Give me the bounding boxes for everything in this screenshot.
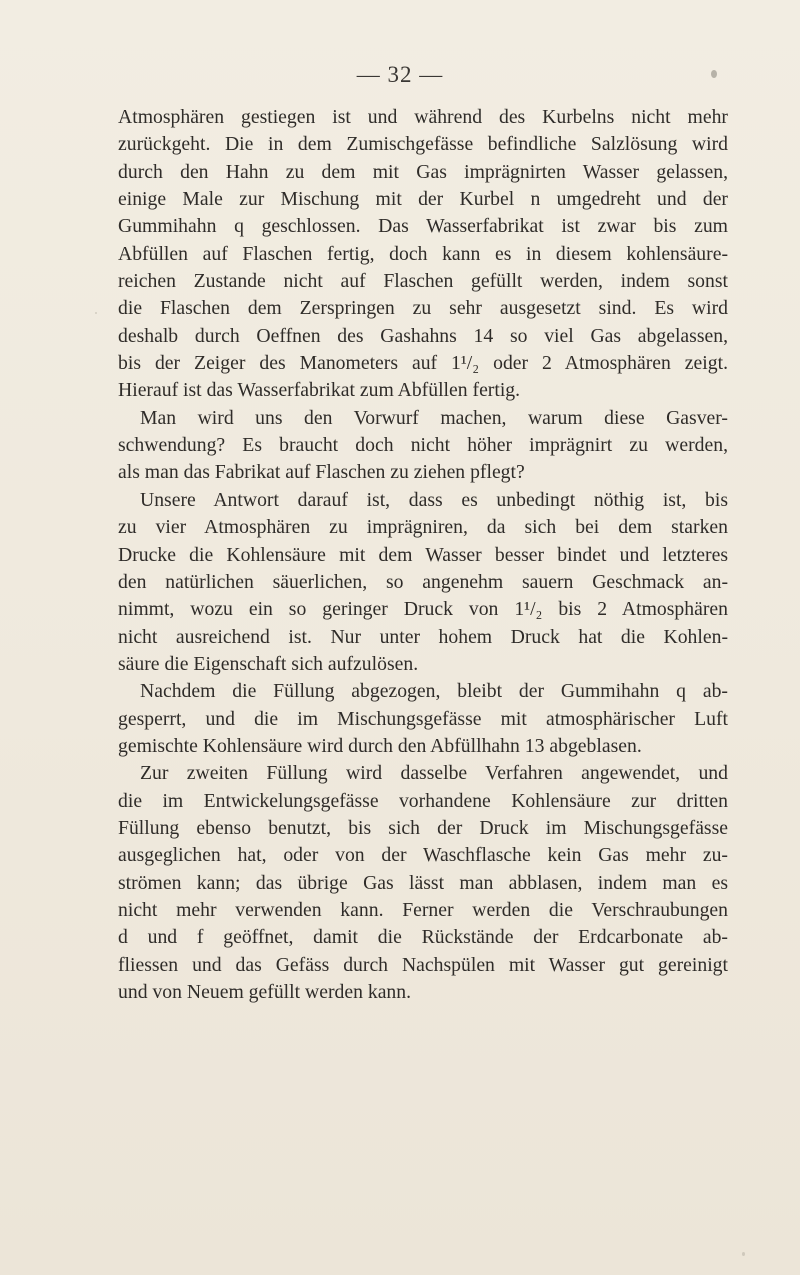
text-line: Gummihahn q geschlossen. Das Wasserfabrikat ist zwar bis zum [118,215,728,238]
text-line: d und f geöffnet, damit die Rückstände der Erdcarbonate ab- [118,926,728,949]
text-line: bis der Zeiger des Manometers auf 1¹/₂ oder 2 Atmosphären zeigt. [118,352,728,375]
text-line: Atmosphären gestiegen ist und während des Kurbelns nicht mehr [118,106,728,128]
paragraph [118,760,728,1006]
text-line: einige Male zur Mischung mit der Kurbel n umgedreht und der [118,188,728,211]
text-line: durch den Hahn zu dem mit Gas imprägnirten Wasser gelassen, [118,160,728,183]
text-line: Füllung ebenso benutzt, bis sich der Druck im Mischungsgefässe [118,816,728,839]
body-text [118,104,728,1006]
text-line: die Flaschen dem Zerspringen zu sehr ausgesetzt sind. Es wird [118,297,728,320]
paper-speck [742,1252,745,1256]
text-line: nicht mehr verwenden kann. Ferner werden die Verschraubungen [118,898,728,921]
text-line: Drucke die Kohlensäure mit dem Wasser besser bindet und letzteres [118,543,728,566]
paragraph [118,104,728,405]
text-line: säure die Eigenschaft sich aufzulösen. [118,652,419,675]
text-line: Abfüllen auf Flaschen fertig, doch kann es in diesem kohlensäure- [118,242,728,265]
text-line: Zur zweiten Füllung wird dasselbe Verfahren angewendet, und [140,762,728,785]
paper-speck [95,312,97,314]
text-line: den natürlichen säuerlichen, so angenehm sauern Geschmack an- [118,570,728,593]
text-line: nimmt, wozu ein so geringer Druck von 1¹/₂ bis 2 Atmosphären [118,598,728,621]
text-line: schwendung? Es braucht doch nicht höher imprägnirt zu werden, [118,434,728,457]
text-line: als man das Fabrikat auf Flaschen zu ziehen pflegt? [118,461,525,484]
ink-dot [711,70,717,78]
paragraph [118,678,728,760]
text-line: zurückgeht. Die in dem Zumischgefässe befindliche Salzlösung wird [118,133,728,156]
text-line: zu vier Atmosphären zu imprägniren, da sich bei dem starken [118,516,728,539]
text-line: reichen Zustande nicht auf Flaschen gefüllt werden, indem sonst [118,270,728,293]
paragraph [118,405,728,487]
text-line: und von Neuem gefüllt werden kann. [118,981,412,1003]
text-line: strömen kann; das übrige Gas lässt man abblasen, indem man es [118,871,728,894]
text-line: Hierauf ist das Wasserfabrikat zum Abfüllen fertig. [118,379,521,402]
text-line: nicht ausreichend ist. Nur unter hohem Druck hat die Kohlen- [118,625,728,648]
text-line: die im Entwickelungsgefässe vorhandene Kohlensäure zur dritten [118,789,728,812]
text-line: Unsere Antwort darauf ist, dass es unbedingt nöthig ist, bis [140,488,728,511]
text-line: gemischte Kohlensäure wird durch den Abfüllhahn 13 abgeblasen. [118,734,642,757]
text-line: Man wird uns den Vorwurf machen, warum diese Gasver- [140,406,728,429]
text-line: fliessen und das Gefäss durch Nachspülen mit Wasser gut gereinigt [118,953,728,976]
text-line: ausgeglichen hat, oder von der Waschflasche kein Gas mehr zu- [118,844,728,867]
text-line: gesperrt, und die im Mischungsgefässe mit atmosphärischer Luft [118,707,728,730]
text-line: Nachdem die Füllung abgezogen, bleibt der Gummihahn q ab- [140,680,728,703]
text-line: deshalb durch Oeffnen des Gashahns 14 so viel Gas abgelassen, [118,324,728,347]
paragraph [118,487,728,678]
page-number: — 32 — [356,62,444,87]
